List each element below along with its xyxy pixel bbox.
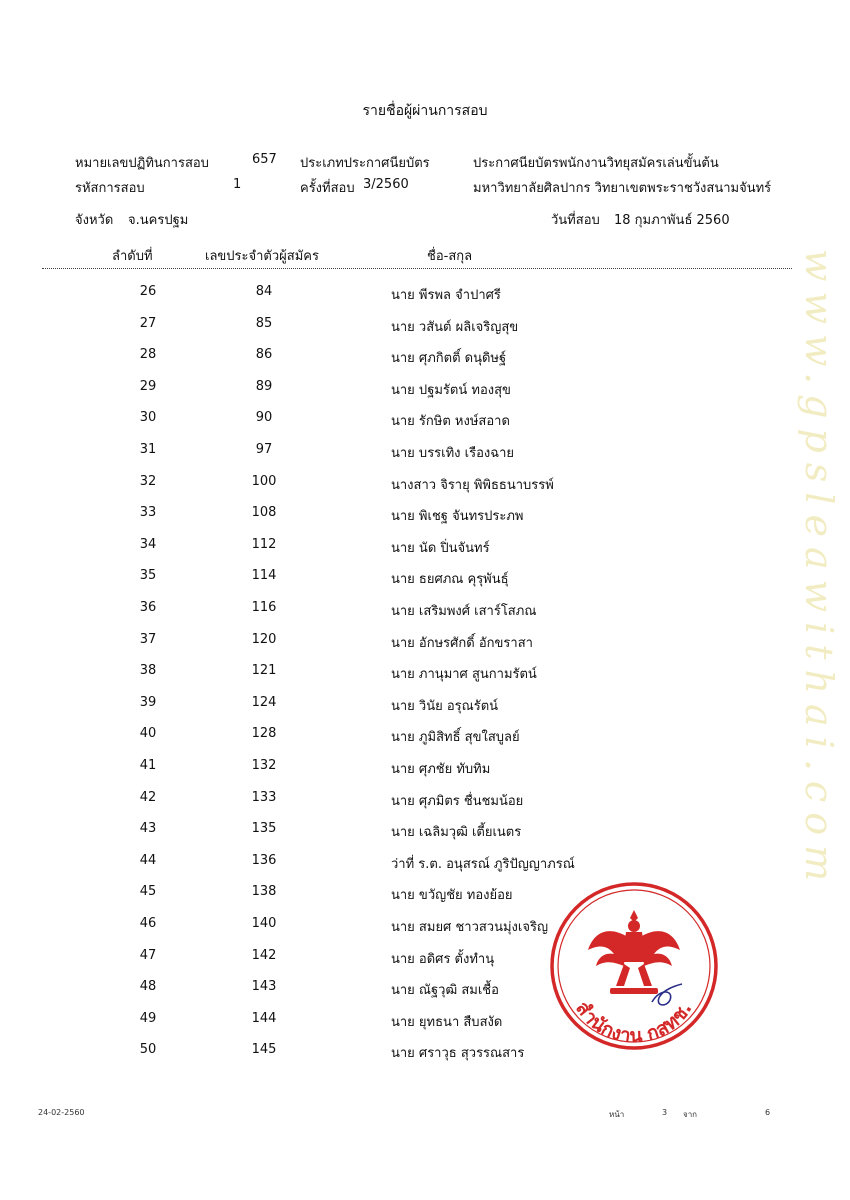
candidate-name: นาย วินัย อรุณรัตน์ (391, 698, 499, 714)
watermark (796, 80, 842, 1060)
row-number: 38 (139, 663, 157, 679)
certificate-name: ประกาศนียบัตรพนักงานวิทยุสมัครเล่นขั้นต้น (473, 156, 719, 171)
candidate-name: นาย พิเชฐ จันทรประภพ (391, 509, 524, 525)
of-label: จาก (683, 1110, 698, 1119)
row-number: 41 (139, 758, 157, 773)
candidate-name: นาย นัด ปิ่นจันทร์ (391, 540, 490, 556)
exam-date-value: 18 กุมภาพันธ์ 2560 (614, 213, 730, 228)
candidate-name: นางสาว จิรายุ พิพิธธนาบรรพ์ (391, 477, 554, 493)
candidate-id: 114 (251, 568, 277, 584)
table-row (0, 1042, 850, 1066)
candidate-id: 100 (251, 473, 277, 489)
table-row (0, 853, 850, 877)
table-row (0, 284, 850, 308)
candidate-name: นาย รักษิต หงษ์สอาด (391, 414, 510, 430)
row-number: 46 (139, 916, 157, 931)
candidate-name: นาย อักษรศักดิ์ อักขราสา (391, 635, 533, 651)
row-number: 47 (139, 947, 157, 963)
row-number: 43 (139, 821, 157, 837)
row-number: 36 (139, 600, 157, 615)
page-label: หน้า (609, 1110, 625, 1119)
candidate-id: 124 (251, 694, 277, 710)
exam-date-label: วันที่สอบ (551, 213, 600, 228)
table-row (0, 948, 850, 972)
table-row (0, 474, 850, 498)
candidate-name: นาย ศราวุธ สุวรรณสาร (391, 1046, 525, 1062)
column-header-name: ชื่อ-สกุล (427, 249, 473, 264)
candidate-name: นาย ศุภชัย ทับทิม (391, 762, 491, 777)
candidate-name: นาย พีรพล จำปาศรี (391, 288, 501, 303)
row-number: 28 (139, 347, 157, 363)
candidate-id: 120 (251, 631, 277, 647)
row-number: 29 (139, 378, 157, 394)
page-number: 3 (662, 1108, 668, 1117)
table-row (0, 410, 850, 434)
table-row (0, 632, 850, 656)
practice-no-label: หมายเลขปฏิทินการสอบ (75, 156, 209, 171)
exam-code-label: รหัสการสอบ (75, 181, 145, 196)
row-number: 49 (139, 1010, 157, 1026)
candidate-name: นาย สมยศ ชาวสวนมุ่งเจริญ (391, 920, 549, 935)
exam-round-value: 3/2560 (363, 177, 409, 192)
row-number: 32 (139, 473, 157, 489)
official-stamp (548, 880, 720, 1052)
candidate-name: นาย ปฐมรัตน์ ทองสุข (391, 382, 511, 398)
candidate-id: 140 (251, 916, 277, 931)
candidate-id: 85 (255, 315, 273, 331)
province-value: จ.นครปฐม (128, 213, 189, 228)
stamp-text: สำนักงาน กสทช. (571, 997, 697, 1048)
candidate-id: 142 (251, 947, 277, 963)
table-row (0, 821, 850, 845)
candidate-name: นาย ณัฐวุฒิ สมเชื้อ (391, 983, 499, 999)
candidate-name: นาย ภานุมาศ สูนกามรัตน์ (391, 667, 537, 683)
table-row (0, 316, 850, 340)
candidate-name: นาย เสริมพงศ์ เสาร์โสภณ (391, 604, 537, 619)
candidate-id: 144 (251, 1010, 277, 1026)
table-row (0, 884, 850, 908)
candidate-name: นาย ขวัญชัย ทองย้อย (391, 888, 513, 904)
table-row (0, 726, 850, 750)
table-row (0, 979, 850, 1003)
column-header-id: เลขประจำตัวผู้สมัคร (205, 249, 319, 264)
candidate-id: 121 (251, 663, 277, 679)
row-number: 48 (139, 979, 157, 995)
candidate-id: 90 (255, 410, 273, 426)
candidate-name: นาย อดิศร ตั้งทำนุ (391, 951, 495, 967)
candidate-id: 108 (251, 505, 277, 521)
candidate-id: 128 (251, 726, 277, 742)
candidate-id: 133 (251, 789, 277, 805)
candidate-name: นาย ธยศภณ คุรุพันธุ์ (391, 572, 509, 588)
candidate-name: ว่าที่ ร.ต. อนุสรณ์ ภูริปัญญาภรณ์ (391, 856, 575, 872)
candidate-id: 132 (251, 758, 277, 773)
candidate-id: 116 (251, 600, 277, 615)
candidate-name: นาย ศุภมิตร ชื่นชมน้อย (391, 793, 524, 809)
candidate-name: นาย เฉลิมวุฒิ เตี้ยเนตร (391, 825, 522, 841)
print-date: 24-02-2560 (38, 1108, 85, 1117)
row-number: 39 (139, 694, 157, 710)
table-row (0, 537, 850, 561)
certificate-type-label: ประเภทประกาศนียบัตร (300, 156, 430, 171)
candidate-id: 86 (255, 347, 273, 363)
page-total: 6 (765, 1108, 771, 1117)
exam-location: มหาวิทยาลัยศิลปากร วิทยาเขตพระราชวังสนามจันทร์ (473, 181, 772, 196)
table-row (0, 1011, 850, 1035)
table-row (0, 379, 850, 403)
table-row (0, 758, 850, 782)
table-row (0, 790, 850, 814)
svg-text:สำนักงาน กสทช. (571, 997, 696, 1047)
table-row (0, 695, 850, 719)
table-row (0, 568, 850, 592)
candidate-name: นาย บรรเทิง เรืองฉาย (391, 446, 514, 461)
row-number: 42 (139, 789, 157, 805)
row-number: 30 (139, 410, 157, 426)
table-row (0, 347, 850, 371)
column-header-no: ลำดับที่ (112, 249, 153, 264)
table-row (0, 505, 850, 529)
row-number: 44 (139, 852, 157, 868)
table-row (0, 663, 850, 687)
table-row (0, 600, 850, 624)
practice-no-value: 657 (252, 152, 277, 167)
table-row (0, 442, 850, 466)
row-number: 40 (139, 726, 157, 742)
candidate-id: 84 (255, 284, 273, 299)
garuda-emblem-icon (588, 910, 680, 994)
row-number: 27 (139, 315, 157, 331)
candidate-id: 145 (251, 1042, 277, 1058)
row-number: 37 (139, 631, 157, 647)
row-number: 31 (139, 442, 157, 457)
exam-round-label: ครั้งที่สอบ (300, 181, 355, 196)
candidate-id: 135 (251, 821, 277, 837)
table-row (0, 916, 850, 940)
watermark-text: www.gpsleawithai.com (797, 248, 841, 892)
page-title: รายชื่อผู้ผ่านการสอบ (362, 103, 488, 119)
candidate-name: นาย ยุทธนา สืบสงัด (391, 1014, 503, 1030)
row-number: 45 (139, 884, 157, 900)
candidate-name: นาย ภูมิสิทธิ์ สุขใสบูลย์ (391, 730, 520, 746)
candidate-id: 138 (251, 884, 277, 900)
row-number: 26 (139, 284, 157, 299)
province-label: จังหวัด (75, 213, 114, 228)
candidate-id: 97 (255, 442, 273, 457)
row-number: 33 (139, 505, 157, 521)
exam-code-value: 1 (233, 177, 242, 192)
candidate-id: 136 (251, 852, 277, 868)
header-divider (42, 268, 792, 269)
candidate-name: นาย ศุภกิตติ์ ดนุดิษฐ์ (391, 351, 507, 367)
row-number: 50 (139, 1042, 157, 1058)
candidate-id: 143 (251, 979, 277, 995)
candidate-id: 89 (255, 378, 273, 394)
candidate-name: นาย วสันต์ ผลิเจริญสุข (391, 319, 519, 335)
candidate-id: 112 (251, 536, 277, 552)
row-number: 34 (139, 536, 157, 552)
row-number: 35 (139, 568, 157, 584)
